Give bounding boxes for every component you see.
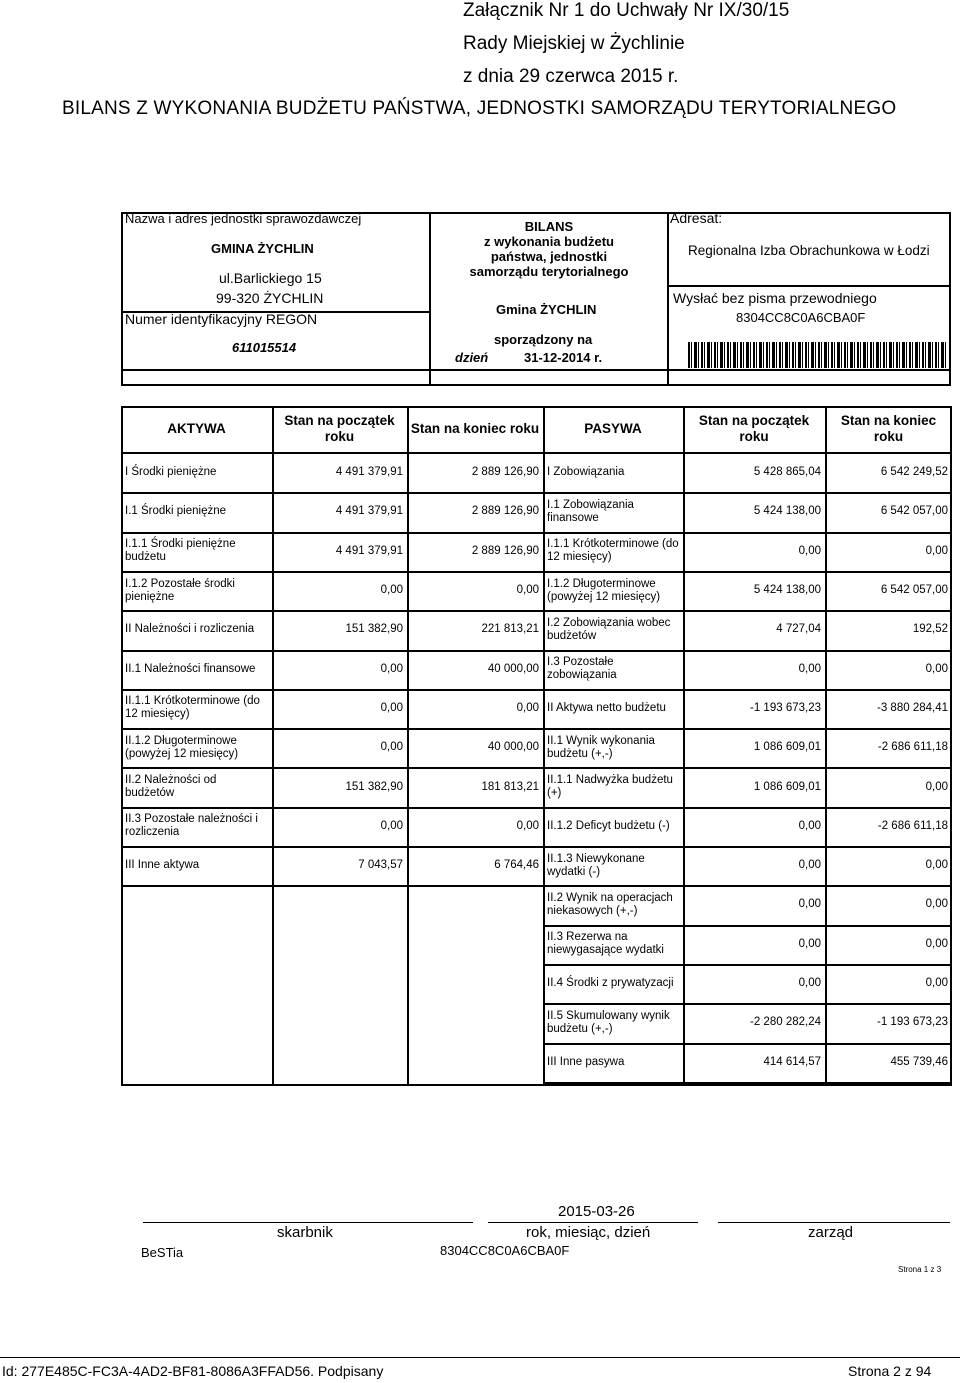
- header-start2: Stan na początek roku: [698, 413, 810, 444]
- row-separator: [121, 532, 543, 534]
- pasywa-value-end: 0,00: [925, 859, 948, 872]
- document-code: 8304CC8C0A6CBA0F: [736, 310, 866, 325]
- pasywa-value-start: 1 086 609,01: [753, 780, 821, 793]
- street: ul.Barlickiego 15: [219, 270, 322, 286]
- regon-value: 611015514: [232, 340, 297, 355]
- pasywa-value-start: 4 727,04: [776, 623, 821, 636]
- adresat-value: Regionalna Izba Obrachunkowa w Łodzi: [688, 243, 930, 258]
- row-separator: [543, 728, 952, 730]
- treasurer-label: skarbnik: [277, 1224, 333, 1241]
- row-separator: [543, 1043, 952, 1045]
- row-separator: [543, 571, 952, 573]
- row-separator: [543, 846, 952, 848]
- aktywa-value-end: 0,00: [516, 701, 539, 714]
- page-number: Strona 2 z 94: [848, 1363, 932, 1379]
- table-rule: [121, 1084, 952, 1086]
- pasywa-row-label: III Inne pasywa: [547, 1055, 625, 1068]
- bilans-subtitle-3: samorządu terytorialnego: [469, 264, 629, 279]
- row-separator: [543, 532, 952, 534]
- aktywa-value-start: 0,00: [380, 662, 403, 675]
- header-start: Stan na początek roku: [284, 413, 395, 444]
- adresat-label: Adresat:: [670, 210, 723, 226]
- bilans-title: BILANS: [524, 219, 574, 234]
- column-separator: [950, 406, 952, 1086]
- aktywa-value-start: 151 382,90: [345, 623, 403, 636]
- pasywa-value-start: 0,00: [798, 544, 821, 557]
- row-separator: [543, 610, 952, 612]
- pasywa-value-end: -3 880 284,41: [877, 701, 948, 714]
- aktywa-row-label: II.3 Pozostałe należności i rozliczenia: [125, 813, 258, 839]
- aktywa-value-end: 40 000,00: [487, 741, 539, 754]
- pasywa-row-label: I.1.2 Długoterminowe (powyżej 12 miesięcy): [547, 577, 661, 603]
- pasywa-value-end: 455 739,46: [890, 1055, 948, 1068]
- pasywa-value-end: 6 542 057,00: [880, 584, 948, 597]
- row-separator: [121, 610, 543, 612]
- header-pasywa: PASYWA: [584, 421, 642, 436]
- aktywa-value-start: 4 491 379,91: [335, 505, 403, 518]
- aktywa-row-label: I.1.2 Pozostałe środki pieniężne: [125, 577, 235, 603]
- aktywa-row-label: I.1 Środki pieniężne: [125, 505, 227, 518]
- pasywa-value-end: 6 542 057,00: [880, 505, 948, 518]
- aktywa-value-start: 4 491 379,91: [335, 544, 403, 557]
- row-separator: [543, 807, 952, 809]
- row-separator: [121, 807, 543, 809]
- pasywa-value-end: -2 686 611,18: [877, 741, 948, 754]
- signature-line-date: [488, 1222, 698, 1223]
- pasywa-value-end: -1 193 673,23: [877, 1016, 948, 1029]
- aktywa-value-start: 0,00: [380, 819, 403, 832]
- aktywa-row-label: II.2 Należności od budżetów: [125, 774, 217, 800]
- bestia-label: BeSTia: [141, 1245, 184, 1260]
- aktywa-value-end: 181 813,21: [481, 780, 539, 793]
- aktywa-row-label: I.1.1 Środki pieniężne budżetu: [125, 538, 236, 564]
- signature-line-treasurer: [143, 1222, 473, 1223]
- pasywa-value-end: 6 542 249,52: [880, 466, 948, 479]
- pasywa-value-end: 0,00: [925, 898, 948, 911]
- pasywa-row-label: II.2 Wynik na operacjach niekasowych (+,-): [547, 891, 673, 917]
- aktywa-row-label: II Należności i rozliczenia: [125, 623, 255, 636]
- pasywa-value-start: 1 086 609,01: [753, 741, 821, 754]
- aktywa-value-start: 0,00: [380, 701, 403, 714]
- row-separator: [543, 650, 952, 652]
- aktywa-value-end: 2 889 126,90: [471, 505, 539, 518]
- pasywa-row-label: I.1.1 Krótkoterminowe (do 12 miesięcy): [547, 538, 679, 564]
- aktywa-value-end: 40 000,00: [487, 662, 539, 675]
- pasywa-value-end: 0,00: [925, 780, 948, 793]
- aktywa-row-label: I Środki pieniężne: [125, 466, 217, 479]
- document-title: BILANS Z WYKONANIA BUDŻETU PAŃSTWA, JEDNOSTKI SAMORZĄDU TERYTORIALNEGO: [62, 98, 897, 119]
- header-end: Stan na koniec roku: [410, 421, 540, 436]
- row-separator: [543, 925, 952, 927]
- date-line: z dnia 29 czerwca 2015 r.: [463, 66, 679, 87]
- row-separator: [121, 650, 543, 652]
- pasywa-value-end: -2 686 611,18: [877, 819, 948, 832]
- bilans-subtitle: z wykonania budżetu: [483, 234, 614, 249]
- signature-id: Id: 277E485C-FC3A-4AD2-BF81-8086A3FFAD56. Podpisany: [2, 1363, 384, 1379]
- header-aktywa: AKTYWA: [167, 421, 226, 436]
- aktywa-row-label: III Inne aktywa: [125, 859, 200, 872]
- unit-name: GMINA ŻYCHLIN: [211, 241, 314, 256]
- board-label: zarząd: [808, 1224, 854, 1241]
- send-note: Wysłać bez pisma przewodniego: [673, 290, 877, 306]
- pasywa-value-start: 5 424 138,00: [753, 505, 821, 518]
- pasywa-value-end: 0,00: [925, 662, 948, 675]
- footer-code: 8304CC8C0A6CBA0F: [440, 1243, 570, 1258]
- report-date: 31-12-2014 r.: [524, 350, 603, 365]
- pasywa-value-start: 414 614,57: [763, 1055, 821, 1068]
- aktywa-value-end: 0,00: [516, 819, 539, 832]
- row-separator: [543, 767, 952, 769]
- row-separator: [543, 1003, 952, 1005]
- row-separator: [121, 885, 543, 887]
- aktywa-value-end: 2 889 126,90: [471, 544, 539, 557]
- aktywa-value-end: 2 889 126,90: [471, 466, 539, 479]
- pasywa-value-start: 5 428 865,04: [753, 466, 821, 479]
- header-end2: Stan na koniec roku: [840, 413, 937, 444]
- pasywa-value-start: -1 193 673,23: [750, 701, 821, 714]
- bottom-rule: [0, 1357, 960, 1358]
- table-rule: [121, 452, 952, 454]
- attachment-line: Załącznik Nr 1 do Uchwały Nr IX/30/15: [463, 0, 790, 21]
- pasywa-row-label: I.2 Zobowiązania wobec budżetów: [547, 616, 671, 642]
- aktywa-row-label: II.1 Należności finansowe: [125, 662, 256, 675]
- gmina-name: Gmina ŻYCHLIN: [496, 302, 597, 317]
- pasywa-row-label: II.1.2 Deficyt budżetu (-): [547, 819, 670, 832]
- pasywa-value-start: 0,00: [798, 819, 821, 832]
- pasywa-row-label: I.3 Pozostałe zobowiązania: [547, 656, 617, 682]
- dzien-label: dzień: [455, 350, 489, 365]
- pasywa-row-label: II Aktywa netto budżetu: [547, 701, 666, 714]
- pasywa-value-start: 0,00: [798, 898, 821, 911]
- row-separator: [121, 728, 543, 730]
- aktywa-value-start: 4 491 379,91: [335, 466, 403, 479]
- pasywa-value-end: 0,00: [925, 937, 948, 950]
- row-separator: [543, 1082, 952, 1084]
- pasywa-row-label: II.1 Wynik wykonania budżetu (+,-): [547, 734, 655, 760]
- aktywa-value-start: 0,00: [380, 741, 403, 754]
- date-caption: rok, miesiąc, dzień: [526, 1224, 651, 1241]
- row-separator: [543, 689, 952, 691]
- aktywa-value-start: 7 043,57: [358, 859, 403, 872]
- bilans-subtitle-2: państwa, jednostki: [490, 249, 608, 264]
- aktywa-value-start: 151 382,90: [345, 780, 403, 793]
- pasywa-value-start: 5 424 138,00: [753, 584, 821, 597]
- sporzadzony-label: sporządzony na: [494, 332, 593, 347]
- row-separator: [121, 492, 543, 494]
- city: 99-320 ŻYCHLIN: [216, 290, 324, 306]
- aktywa-value-end: 221 813,21: [481, 623, 539, 636]
- name-label: Nazwa i adres jednostki sprawozdawczej: [125, 211, 362, 226]
- pasywa-value-start: -2 280 282,24: [750, 1016, 821, 1029]
- pasywa-value-start: 0,00: [798, 662, 821, 675]
- row-separator: [543, 964, 952, 966]
- pasywa-row-label: II.3 Rezerwa na niewygasające wydatki: [547, 931, 664, 957]
- column-separator: [543, 406, 545, 1086]
- aktywa-value-end: 0,00: [516, 584, 539, 597]
- signature-date: 2015-03-26: [558, 1203, 635, 1220]
- aktywa-value-end: 6 764,46: [494, 859, 539, 872]
- pasywa-row-label: I.1 Zobowiązania finansowe: [547, 498, 634, 524]
- signature-line-board: [718, 1222, 950, 1223]
- row-separator: [543, 492, 952, 494]
- pasywa-value-end: 0,00: [925, 977, 948, 990]
- barcode: [688, 342, 948, 368]
- column-separator: [121, 406, 123, 1086]
- council-line: Rady Miejskiej w Żychlinie: [463, 33, 685, 54]
- row-separator: [121, 571, 543, 573]
- pasywa-row-label: II.4 Środki z prywatyzacji: [547, 977, 674, 990]
- row-separator: [121, 689, 543, 691]
- aktywa-row-label: II.1.2 Długoterminowe (powyżej 12 miesięcy): [125, 734, 239, 760]
- pasywa-row-label: I Zobowiązania: [547, 466, 625, 479]
- pasywa-row-label: II.1.3 Niewykonane wydatki (-): [547, 852, 645, 878]
- pasywa-value-end: 0,00: [925, 544, 948, 557]
- row-separator: [121, 767, 543, 769]
- regon-label: Numer identyfikacyjny REGON: [125, 311, 318, 327]
- pasywa-value-start: 0,00: [798, 859, 821, 872]
- pasywa-value-start: 0,00: [798, 977, 821, 990]
- aktywa-row-label: II.1.1 Krótkoterminowe (do 12 miesięcy): [125, 695, 260, 721]
- page-small: Strona 1 z 3: [898, 1265, 942, 1274]
- pasywa-row-label: II.1.1 Nadwyżka budżetu (+): [547, 774, 673, 800]
- pasywa-value-end: 192,52: [912, 623, 948, 636]
- row-separator: [121, 846, 543, 848]
- pasywa-value-start: 0,00: [798, 937, 821, 950]
- aktywa-value-start: 0,00: [380, 584, 403, 597]
- pasywa-row-label: II.5 Skumulowany wynik budżetu (+,-): [547, 1009, 670, 1035]
- row-separator: [543, 885, 952, 887]
